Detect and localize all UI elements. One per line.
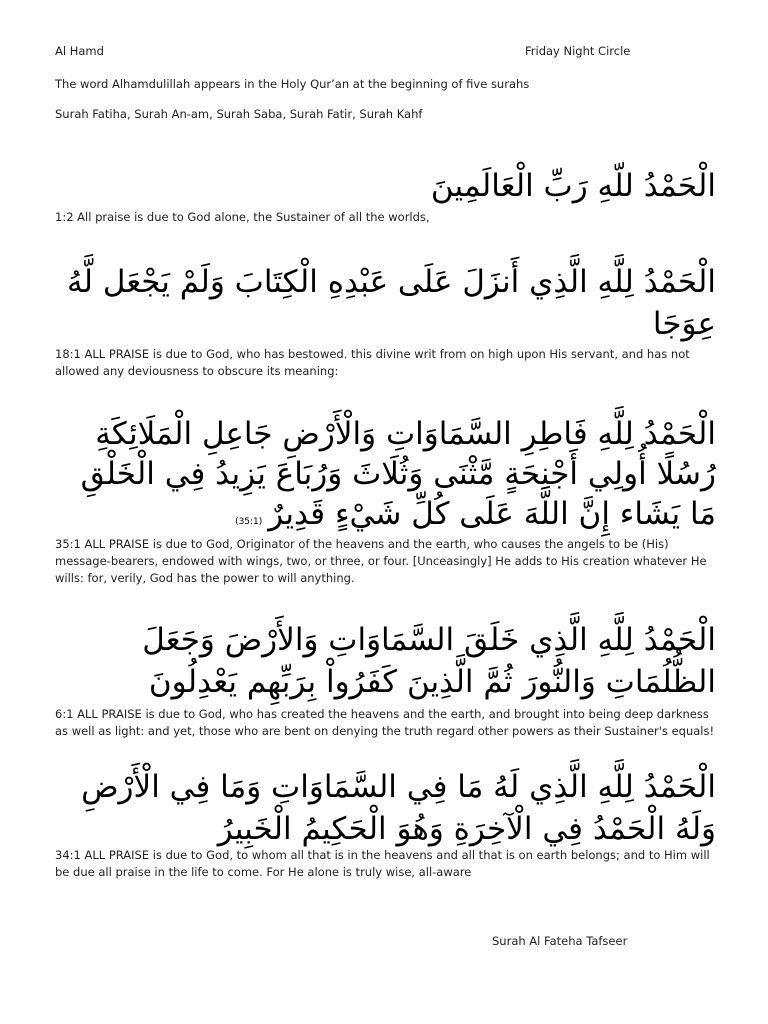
- verse-5-arabic: الْحَمْدُ لِلَّهِ الَّذِي لَهُ مَا فِي السَّمَاوَاتِ وَمَا فِي الْأَرْضِ وَلَهُ الْحَمْدُ فِي الْآخِرَةِ وَهُوَ الْحَكِيمُ الْخَبِيرُ: [81, 769, 716, 847]
- intro-text: The word Alhamdulillah appears in the Holy Qur’an at the beginning of five surahs: [55, 77, 530, 91]
- header-title: Al Hamd: [55, 44, 104, 58]
- verse-3-arabic: [48, 414, 716, 542]
- verse-3-reference: (35:1): [235, 517, 263, 527]
- surahs-list: Surah Fatiha, Surah An-am, Surah Saba, Surah Fatir, Surah Kahf: [55, 107, 423, 121]
- verse-5-translation: 34:1 ALL PRAISE is due to God, to whom all that is in the heavens and all that is on earth belongs; and to Him will be due all praise in the life to come. For He alone is truly wise, all-aware: [55, 848, 710, 879]
- verse-2-arabic: الْحَمْدُ لِلَّهِ الَّذِي أَنزَلَ عَلَى عَبْدِهِ الْكِتَابَ وَلَمْ يَجْعَل لَّهُ عِوَجَا: [66, 264, 716, 342]
- verse-3-arabic-text: الْحَمْدُ لِلَّهِ فَاطِرِ السَّمَاوَاتِ وَالْأَرْضِ جَاعِلِ الْمَلَائِكَةِ رُسُلًا أُولِي أَجْنِحَةٍ مَّثْنَى وَثُلَاثَ وَرُبَاعَ يَزِيدُ فِي الْخَلْقِ مَا يَشَاء إِنَّ اللَّهَ عَلَى كُلِّ شَيْءٍ قَدِيرٌ: [80, 416, 716, 532]
- verse-1-translation: 1:2 All praise is due to God alone, the Sustainer of all the worlds,: [55, 210, 430, 224]
- verse-3-translation: 35:1 ALL PRAISE is due to God, Originator of the heavens and the earth, who causes the angels to be (His) message-bearers, endowed with wings, two, or three, or four. [Unceasingly] He adds to His creation whatever He wills: for, verily, God has the power to will anything.: [55, 537, 707, 585]
- verse-4-arabic: الْحَمْدُ لِلَّهِ الَّذِي خَلَقَ السَّمَاوَاتِ وَالأَرْضَ وَجَعَلَ الظُّلُمَاتِ وَالنُّورَ ثُمَّ الَّذِينَ كَفَرُواْ بِرَبِّهِم يَعْدِلُونَ: [142, 622, 716, 700]
- verse-2-translation: 18:1 ALL PRAISE is due to God, who has bestowed. this divine writ from on high upon His servant, and has not allowed any deviousness to obscure its meaning:: [55, 347, 690, 378]
- footer-text: Surah Al Fateha Tafseer: [492, 934, 628, 948]
- header-circle-name: Friday Night Circle: [525, 44, 631, 58]
- verse-1-arabic: الْحَمْدُ للّهِ رَبِّ الْعَالَمِينَ: [430, 168, 716, 204]
- verse-4-translation: 6:1 ALL PRAISE is due to God, who has created the heavens and the earth, and brought into being deep darkness as well as light: and yet, those who are bent on denying the truth regard other powers as their Sustainer's equals!: [55, 707, 715, 738]
